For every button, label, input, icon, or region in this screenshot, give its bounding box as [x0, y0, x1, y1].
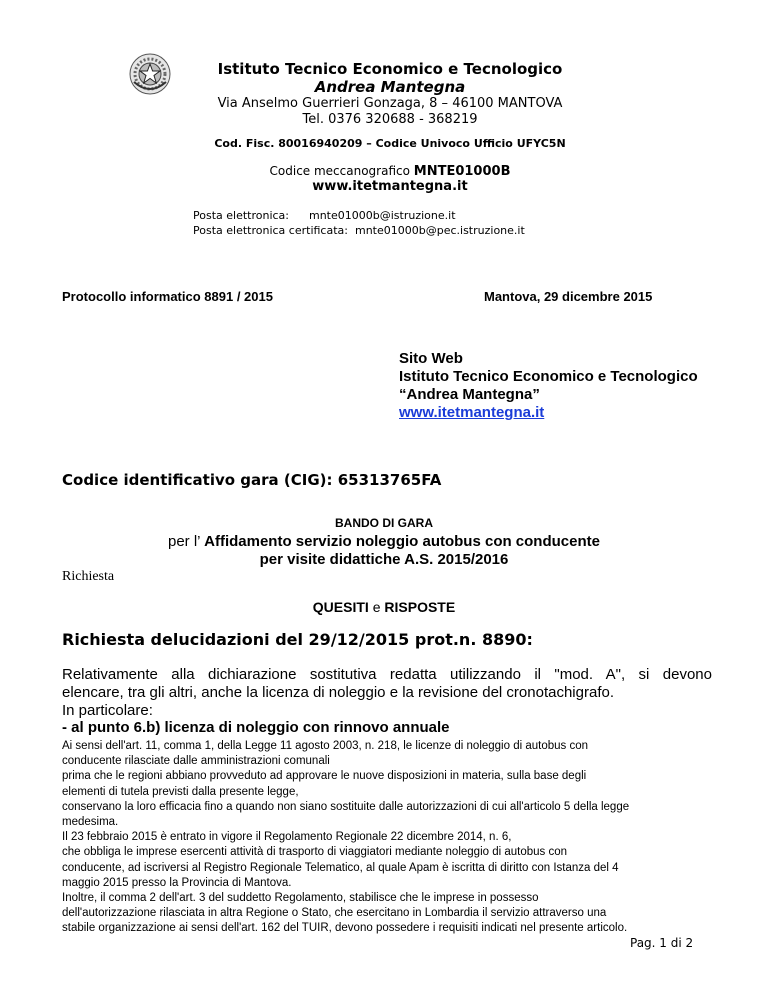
protocol-number: Protocollo informatico 8891 / 2015	[62, 289, 273, 304]
body-line: medesima.	[62, 816, 119, 829]
richiesta-label: Richiesta	[62, 569, 115, 584]
cig-code: Codice identificativo gara (CIG): 65313765FA	[62, 471, 442, 489]
body-line: Il 23 febbraio 2015 è entrato in vigore il Regolamento Regionale 22 dicembre 2014, n. 6,	[62, 831, 512, 844]
qa-heading-part: e	[372, 599, 381, 615]
pec-label: Posta elettronica certificata:	[193, 224, 348, 237]
bando-subject-bold: Affidamento servizio noleggio autobus con conducente	[204, 533, 600, 550]
intro-paragraph	[62, 666, 712, 720]
bando-subject	[0, 533, 768, 551]
bando-period: per visite didattiche A.S. 2015/2016	[259, 551, 509, 568]
fiscal-code-line: Cod. Fisc. 80016940209 – Codice Univoco Ufficio UFYC5N	[214, 137, 566, 150]
request-title: Richiesta delucidazioni del 29/12/2015 prot.n. 8890:	[62, 630, 533, 649]
recipient-block	[399, 350, 698, 422]
body-line: maggio 2015 presso la Provincia di Mantova.	[62, 876, 292, 889]
bando-prefix: per l’	[168, 533, 205, 550]
mecc-code-line	[160, 164, 620, 179]
recipient-line: “Andrea Mantegna”	[399, 386, 540, 403]
phone-line: Tel. 0376 320688 - 368219	[302, 112, 478, 127]
email-address: mnte01000b@istruzione.it	[309, 209, 456, 222]
recipient-website-link[interactable]: www.itetmantegna.it	[399, 404, 545, 421]
body-line: che obbliga le imprese esercenti attività di trasporto di viaggiatori mediante noleggio di autobus con	[62, 846, 568, 859]
body-line: Inoltre, il comma 2 dell'art. 3 del suddetto Regolamento, stabilisce che le imprese in possesso	[62, 892, 539, 905]
qa-heading-part: RISPOSTE	[380, 599, 456, 615]
place-date: Mantova, 29 dicembre 2015	[484, 289, 653, 304]
point-6b-heading: - al punto 6.b) licenza di noleggio con rinnovo annuale	[62, 719, 450, 736]
recipient-line: Sito Web	[399, 350, 463, 367]
intro-line: elencare, tra gli altri, anche la licenza di noleggio e la revisione del cronotachigrafo.	[62, 684, 614, 701]
body-line: stabile organizzazione ai sensi dell'art. 162 del TUIR, devono possedere i requisiti indicati nel presente articolo.	[62, 922, 628, 935]
qa-heading-part: QUESITI	[312, 599, 373, 615]
recipient-line: Istituto Tecnico Economico e Tecnologico	[399, 368, 698, 385]
school-name: Istituto Tecnico Economico e Tecnologico	[217, 60, 563, 78]
bando-title: BANDO DI GARA	[335, 516, 433, 530]
body-line: prima che le regioni abbiano provveduto ad approvare le nuove disposizioni in materia, sulla base degli	[62, 770, 587, 783]
school-website: www.itetmantegna.it	[312, 179, 468, 194]
body-line: conducente, ad iscriversi al Registro Regionale Telematico, al quale Apam è iscritta di diritto con Istanza del 4	[62, 861, 619, 874]
mecc-code: MNTE01000B	[413, 164, 511, 179]
email-label: Posta elettronica:	[193, 209, 290, 222]
body-line: Ai sensi dell'art. 11, comma 1, della Legge 11 agosto 2003, n. 218, le licenze di noleggio di autobus con	[62, 740, 589, 752]
body-line: conservano la loro efficacia fino a quando non siano sostituite dalle autorizzazioni di cui all'articolo 5 della legge	[62, 800, 630, 813]
email-block	[193, 208, 525, 238]
pec-address: mnte01000b@pec.istruzione.it	[354, 224, 525, 237]
intro-line: In particolare:	[62, 702, 153, 719]
letterhead	[160, 60, 620, 128]
body-text	[62, 739, 722, 937]
school-subtitle: Andrea Mantegna	[314, 78, 466, 96]
body-line: elementi di tutela previsti dalla presente legge,	[62, 785, 299, 798]
qa-heading	[0, 599, 768, 615]
mecc-label: Codice meccanografico	[269, 164, 414, 178]
body-line: conducente rilasciate dalle amministrazioni comunali	[62, 755, 330, 768]
page-number: Pag. 1 di 2	[630, 936, 694, 950]
body-line: dell'autorizzazione rilasciata in altra Regione o Stato, che esercitano in Lombardia il servizio attraverso una	[62, 907, 607, 920]
address-line: Via Anselmo Guerrieri Gonzaga, 8 – 46100 MANTOVA	[217, 96, 563, 111]
intro-line: Relativamente alla dichiarazione sostitutiva redatta utilizzando il "mod. A", si devono	[62, 666, 712, 683]
